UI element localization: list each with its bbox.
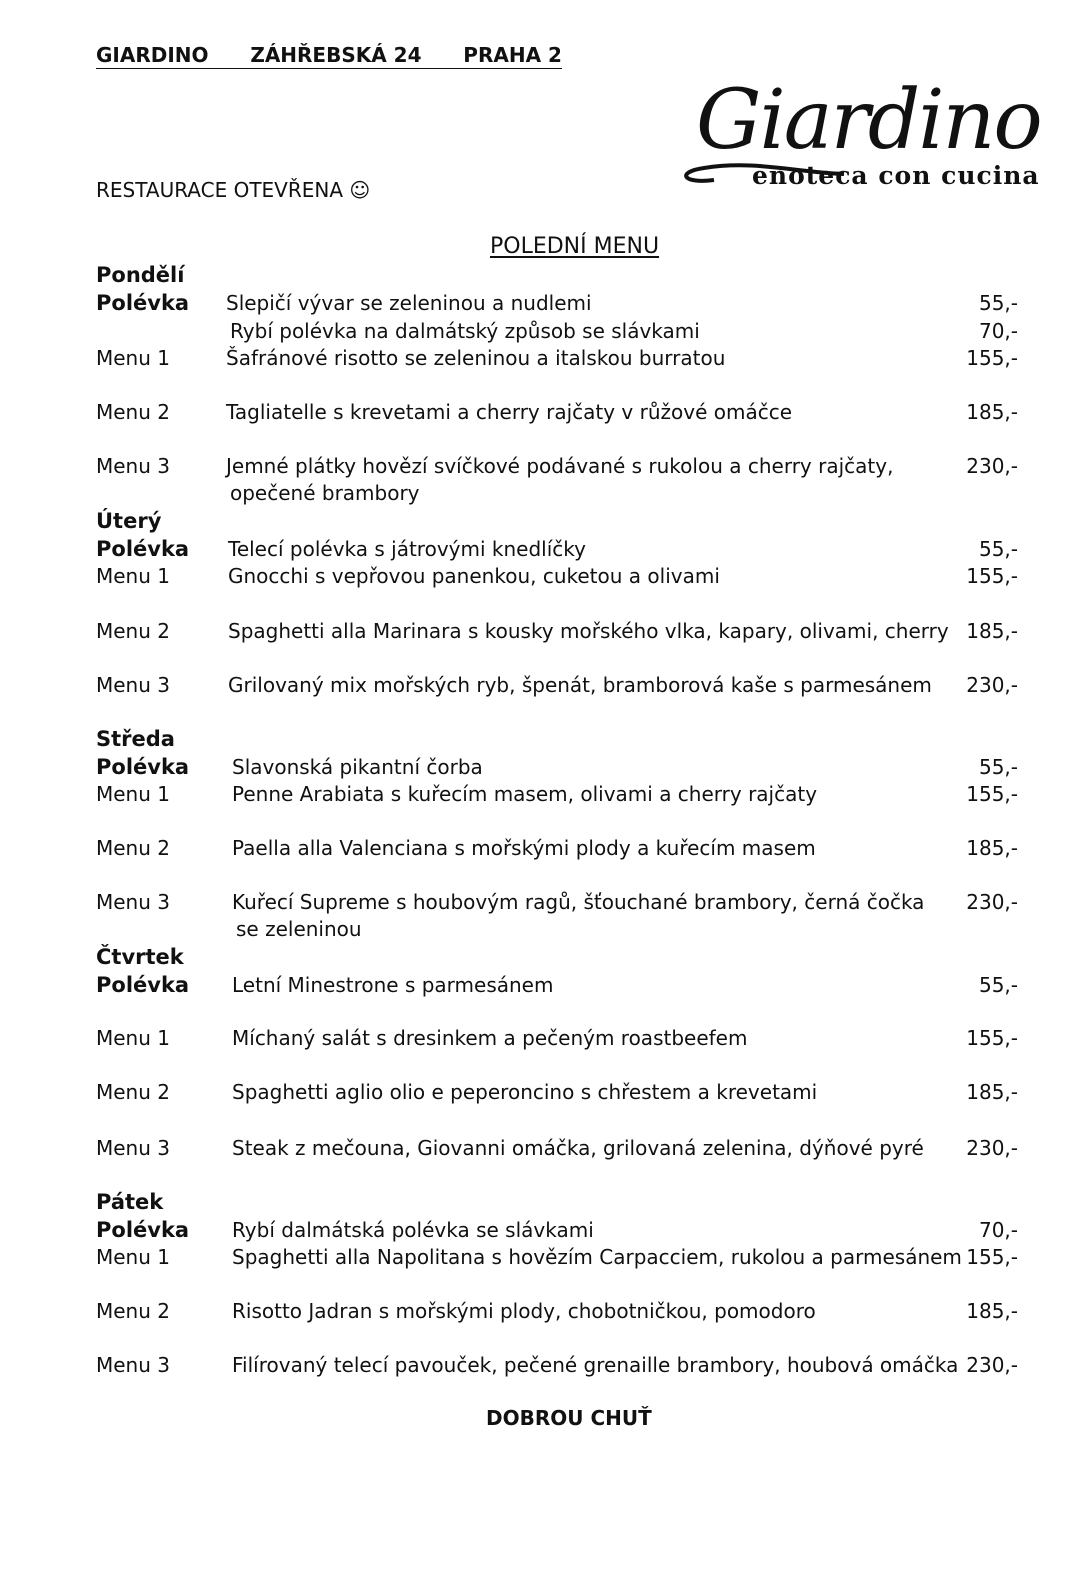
dish-text: Rybí polévka na dalmátský způsob se slávkami	[230, 319, 700, 343]
dish-text: opečené brambory	[230, 481, 420, 505]
item-price: 185,-	[966, 836, 1018, 860]
item-label: Menu 2	[96, 1080, 170, 1104]
item-label: Polévka	[96, 1218, 190, 1242]
item-label: Menu 2	[96, 619, 170, 643]
day-heading: Středa	[96, 727, 175, 751]
dish-text: Slavonská pikantní čorba	[232, 755, 483, 779]
dish-text: Míchaný salát s dresinkem a pečeným roastbeefem	[232, 1026, 748, 1050]
item-label: Menu 1	[96, 782, 170, 806]
day-heading: Pátek	[96, 1190, 164, 1214]
item-label: Menu 1	[96, 564, 170, 588]
item-price: 185,-	[966, 400, 1018, 424]
dish-text: Penne Arabiata s kuřecím masem, olivami a cherry rajčaty	[232, 782, 818, 806]
item-price: 230,-	[966, 890, 1018, 914]
item-label: Polévka	[96, 973, 190, 997]
item-label: Menu 2	[96, 836, 170, 860]
item-price: 55,-	[978, 291, 1018, 315]
header-city: PRAHA 2	[463, 43, 562, 67]
item-label: Polévka	[96, 755, 190, 779]
item-label: Menu 2	[96, 1299, 170, 1323]
footer-greeting: DOBROU CHUŤ	[486, 1406, 652, 1430]
item-price: 185,-	[966, 619, 1018, 643]
item-price: 230,-	[966, 1136, 1018, 1160]
dish-text: Tagliatelle s krevetami a cherry rajčaty v růžové omáčce	[226, 400, 793, 424]
dish-text: Spaghetti alla Napolitana s hovězím Carpacciem, rukolou a parmesánem	[232, 1245, 962, 1269]
dish-text: Risotto Jadran s mořskými plody, chobotničkou, pomodoro	[232, 1299, 816, 1323]
item-price: 55,-	[978, 755, 1018, 779]
item-price: 155,-	[966, 782, 1018, 806]
item-label: Menu 3	[96, 890, 170, 914]
header-street: ZÁHŘEBSKÁ 24	[250, 43, 422, 67]
menu-title: POLEDNÍ MENU	[490, 234, 660, 259]
dish-text: se zeleninou	[236, 917, 362, 941]
item-price: 230,-	[966, 673, 1018, 697]
dish-text: Rybí dalmátská polévka se slávkami	[232, 1218, 594, 1242]
item-price: 185,-	[966, 1080, 1018, 1104]
dish-text: Jemné plátky hovězí svíčkové podávané s rukolou a cherry rajčaty,	[226, 454, 894, 478]
item-label: Menu 1	[96, 1245, 170, 1269]
item-price: 70,-	[978, 1218, 1018, 1242]
dish-text: Telecí polévka s játrovými knedlíčky	[228, 537, 586, 561]
item-price: 230,-	[966, 454, 1018, 478]
dish-text: Filírovaný telecí pavouček, pečené grenaille brambory, houbová omáčka	[232, 1353, 959, 1377]
item-label: Menu 3	[96, 454, 170, 478]
day-heading: Úterý	[96, 509, 162, 533]
header-name: GIARDINO	[96, 43, 209, 67]
dish-text: Kuřecí Supreme s houbovým ragů, šťouchané brambory, černá čočka	[232, 890, 925, 914]
item-price: 155,-	[966, 346, 1018, 370]
day-heading: Pondělí	[96, 263, 185, 287]
dish-text: Steak z mečouna, Giovanni omáčka, grilovaná zelenina, dýňové pyré	[232, 1136, 924, 1160]
logo-script: Giardino	[696, 73, 1041, 168]
dish-text: Spaghetti alla Marinara s kousky mořského vlka, kapary, olivami, cherry	[228, 619, 949, 643]
item-price: 55,-	[978, 537, 1018, 561]
item-label: Menu 2	[96, 400, 170, 424]
dish-text: Gnocchi s vepřovou panenkou, cuketou a olivami	[228, 564, 720, 588]
item-label: Menu 1	[96, 346, 170, 370]
item-price: 230,-	[966, 1353, 1018, 1377]
item-price: 55,-	[978, 973, 1018, 997]
item-price: 70,-	[978, 319, 1018, 343]
item-label: Menu 3	[96, 673, 170, 697]
item-label: Menu 3	[96, 1353, 170, 1377]
giardino-logo	[674, 62, 1046, 194]
item-label: Polévka	[96, 537, 190, 561]
item-label: Menu 1	[96, 1026, 170, 1050]
dish-text: Grilovaný mix mořských ryb, špenát, bramborová kaše s parmesánem	[228, 673, 932, 697]
item-price: 155,-	[966, 1026, 1018, 1050]
dish-text: Letní Minestrone s parmesánem	[232, 973, 554, 997]
dish-text: Slepičí vývar se zeleninou a nudlemi	[226, 291, 592, 315]
dish-text: Spaghetti aglio olio e peperoncino s chřestem a krevetami	[232, 1080, 818, 1104]
restaurant-status: RESTAURACE OTEVŘENA ☺	[96, 178, 371, 202]
item-price: 185,-	[966, 1299, 1018, 1323]
item-label: Menu 3	[96, 1136, 170, 1160]
logo-tagline: enoteca con cucina	[752, 161, 1040, 190]
dish-text: Paella alla Valenciana s mořskými plody a kuřecím masem	[232, 836, 816, 860]
day-heading: Čtvrtek	[96, 945, 184, 969]
dish-text: Šafránové risotto se zeleninou a italskou burratou	[226, 346, 726, 370]
item-price: 155,-	[966, 1245, 1018, 1269]
item-label: Polévka	[96, 291, 190, 315]
restaurant-header	[96, 43, 562, 69]
item-price: 155,-	[966, 564, 1018, 588]
